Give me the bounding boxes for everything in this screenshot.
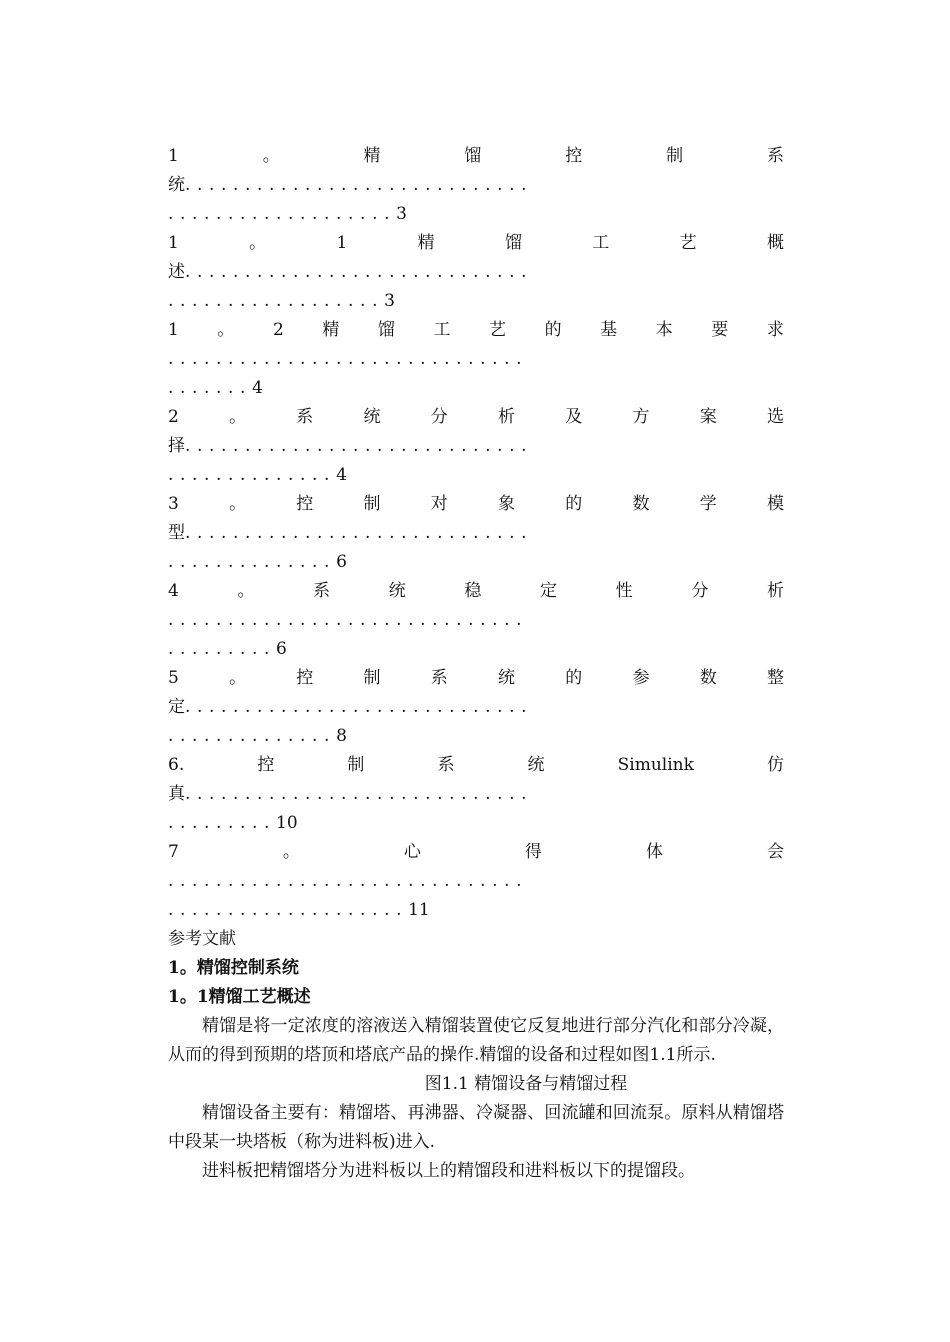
toc-title-char: 统 (168, 175, 185, 195)
toc-title-char: 4 (168, 581, 179, 601)
toc-leader-dots: .............. (168, 465, 337, 485)
toc-title-line (168, 229, 784, 258)
toc-title-char: 制 (347, 755, 365, 775)
toc-title-line (168, 577, 784, 606)
toc-title-char: 统 (527, 755, 545, 775)
toc-entry[interactable] (168, 577, 784, 664)
toc-title-char: 系 (437, 755, 455, 775)
toc-leader-line (168, 519, 784, 548)
toc-title-char: 方 (632, 407, 650, 427)
toc-title-char: 概 (766, 233, 784, 253)
toc-entry[interactable] (168, 664, 784, 751)
toc-leader-dots: .............................. (168, 871, 529, 891)
toc-title-line (168, 403, 784, 432)
figure-caption: 图1.1 精馏设备与精馏过程 (424, 1074, 628, 1094)
toc-title-char: 6. (168, 755, 185, 775)
toc-title-char: 馏 (504, 233, 522, 253)
toc-title-char: 系 (430, 668, 448, 688)
toc-title-char: 工 (433, 320, 451, 340)
toc-title-char: 控 (296, 494, 314, 514)
toc-title-char: 析 (766, 581, 784, 601)
toc-page-number: 6 (336, 552, 347, 572)
toc-title-char: 型 (168, 523, 185, 543)
toc-title-line (168, 751, 784, 780)
toc-title-char: 选 (766, 407, 784, 427)
toc-title-char: 基 (600, 320, 618, 340)
toc-page-number: 4 (336, 465, 347, 485)
toc-title-char: 3 (168, 494, 179, 514)
toc-page-line (168, 287, 784, 316)
references-entry: 参考文献 (168, 929, 236, 949)
toc-page-number: 3 (396, 204, 407, 224)
toc-title-char: 7 (168, 842, 179, 862)
toc-page-line (168, 200, 784, 229)
table-of-contents (168, 142, 784, 925)
section-heading-1-1: 1。1精馏工艺概述 (168, 987, 311, 1007)
toc-title-char: 真 (168, 784, 185, 804)
toc-title-char: 1 (168, 320, 179, 340)
toc-entry[interactable] (168, 403, 784, 490)
toc-title-char: Simulink (617, 755, 694, 775)
toc-leader-dots: ................... (168, 204, 397, 224)
toc-leader-line (168, 780, 784, 809)
toc-page-number: 3 (384, 291, 395, 311)
toc-title-char: 性 (615, 581, 633, 601)
toc-title-char: 的 (544, 320, 562, 340)
toc-title-char: 馏 (464, 146, 482, 166)
toc-leader-dots: ............................. (185, 436, 534, 456)
toc-title-char: 5 (168, 668, 179, 688)
toc-title-char: 。 (229, 668, 247, 688)
toc-title-char: 数 (699, 668, 717, 688)
toc-title-char: 的 (565, 494, 583, 514)
toc-title-char: 求 (766, 320, 784, 340)
toc-leader-line (168, 432, 784, 461)
toc-title-char: 工 (592, 233, 610, 253)
toc-page-number: 6 (276, 639, 287, 659)
toc-page-number: 11 (408, 900, 430, 920)
toc-entry[interactable] (168, 142, 784, 229)
toc-title-char: 本 (655, 320, 673, 340)
toc-title-char: 得 (524, 842, 542, 862)
toc-entry[interactable] (168, 316, 784, 403)
toc-title-char: 2 (168, 407, 179, 427)
toc-title-char: 1 (336, 233, 348, 253)
toc-title-char: 案 (699, 407, 717, 427)
toc-title-line (168, 838, 784, 867)
document-content (168, 142, 784, 1186)
toc-page-number: 10 (276, 813, 298, 833)
toc-page-line (168, 548, 784, 577)
toc-title-char: 分 (691, 581, 709, 601)
toc-leader-dots: .............. (168, 726, 337, 746)
toc-title-char: 2 (272, 320, 284, 340)
toc-title-char: 体 (645, 842, 663, 862)
toc-title-char: 整 (766, 668, 784, 688)
toc-title-char: 。 (262, 146, 280, 166)
toc-title-char: 心 (403, 842, 421, 862)
toc-title-char: 系 (766, 146, 784, 166)
toc-title-char: 择 (168, 436, 185, 456)
toc-page-line (168, 809, 784, 838)
toc-title-line (168, 490, 784, 519)
toc-title-line (168, 664, 784, 693)
toc-page-number: 4 (252, 378, 263, 398)
toc-leader-line (168, 345, 784, 374)
toc-title-char: 模 (766, 494, 784, 514)
toc-title-char: 精 (363, 146, 381, 166)
toc-leader-dots: ......... (168, 639, 277, 659)
paragraph-equipment: 精馏设备主要有：精馏塔、再沸器、冷凝器、回流罐和回流泵。原料从精馏塔中段某一块塔板（称为进料板)进入. (168, 1103, 784, 1152)
toc-leader-dots: ............................. (185, 697, 534, 717)
toc-leader-dots: ......... (168, 813, 277, 833)
toc-title-char: 制 (666, 146, 684, 166)
toc-title-char: 馏 (377, 320, 395, 340)
toc-title-char: 。 (249, 233, 267, 253)
toc-title-char: 对 (430, 494, 448, 514)
toc-title-char: 定 (168, 697, 185, 717)
toc-title-char: 艺 (489, 320, 507, 340)
toc-title-line (168, 316, 784, 345)
toc-title-char: 1 (168, 233, 179, 253)
section-heading-1: 1。精馏控制系统 (168, 958, 299, 978)
toc-title-char: 统 (363, 407, 381, 427)
toc-title-line (168, 142, 784, 171)
toc-entry[interactable] (168, 229, 784, 316)
toc-leader-dots: .............. (168, 552, 337, 572)
toc-title-char: 会 (766, 842, 784, 862)
toc-leader-dots: ....... (168, 378, 253, 398)
toc-title-char: 学 (699, 494, 717, 514)
toc-page-line (168, 722, 784, 751)
toc-leader-line (168, 606, 784, 635)
toc-title-char: 艺 (679, 233, 697, 253)
toc-leader-line (168, 867, 784, 896)
toc-title-char: 制 (363, 668, 381, 688)
toc-title-char: 控 (257, 755, 275, 775)
toc-title-char: 及 (565, 407, 583, 427)
toc-title-char: 系 (296, 407, 314, 427)
toc-leader-dots: .............................. (168, 610, 529, 630)
toc-title-char: 数 (632, 494, 650, 514)
toc-title-char: 。 (282, 842, 300, 862)
toc-title-char: 分 (430, 407, 448, 427)
toc-title-char: 统 (388, 581, 406, 601)
toc-page-line (168, 461, 784, 490)
toc-title-char: 精 (417, 233, 435, 253)
toc-leader-dots: ............................. (185, 175, 534, 195)
toc-title-char: 仿 (766, 755, 784, 775)
toc-entry[interactable] (168, 751, 784, 838)
toc-title-char: 象 (498, 494, 515, 514)
toc-page-line (168, 896, 784, 925)
toc-title-char: 的 (565, 668, 583, 688)
toc-title-char: 要 (711, 320, 729, 340)
toc-leader-dots: ............................. (185, 784, 534, 804)
toc-title-char: 。 (229, 407, 247, 427)
toc-entry[interactable] (168, 490, 784, 577)
toc-entry[interactable] (168, 838, 784, 925)
toc-page-line (168, 635, 784, 664)
toc-title-char: 控 (565, 146, 583, 166)
toc-title-char: 定 (540, 581, 558, 601)
toc-title-char: 精 (322, 320, 340, 340)
toc-page-line (168, 374, 784, 403)
toc-title-char: 述 (168, 262, 185, 282)
toc-title-char: 1 (168, 146, 179, 166)
toc-page-number: 8 (336, 726, 347, 746)
toc-leader-dots: .............................. (168, 349, 529, 369)
toc-leader-line (168, 171, 784, 200)
toc-title-char: 统 (498, 668, 515, 688)
toc-leader-dots: .................... (168, 900, 409, 920)
toc-title-char: 制 (363, 494, 381, 514)
toc-title-char: 参 (632, 668, 650, 688)
toc-leader-dots: ............................. (185, 523, 534, 543)
toc-title-char: 控 (296, 668, 314, 688)
toc-title-char: 析 (498, 407, 515, 427)
toc-leader-line (168, 258, 784, 287)
toc-title-char: 稳 (464, 581, 482, 601)
paragraph-intro: 精馏是将一定浓度的溶液送入精馏装置使它反复地进行部分汽化和部分冷凝，从而的得到预期的塔顶和塔底产品的操作.精馏的设备和过程如图1.1所示. (168, 1016, 784, 1065)
toc-leader-dots: ............................. (185, 262, 534, 282)
paragraph-feed-plate: 进料板把精馏塔分为进料板以上的精馏段和进料板以下的提馏段。 (202, 1161, 695, 1181)
toc-leader-line (168, 693, 784, 722)
toc-title-char: 。 (217, 320, 235, 340)
toc-title-char: 。 (229, 494, 247, 514)
toc-leader-dots: .................. (168, 291, 385, 311)
toc-title-char: 。 (237, 581, 255, 601)
toc-title-char: 系 (313, 581, 331, 601)
